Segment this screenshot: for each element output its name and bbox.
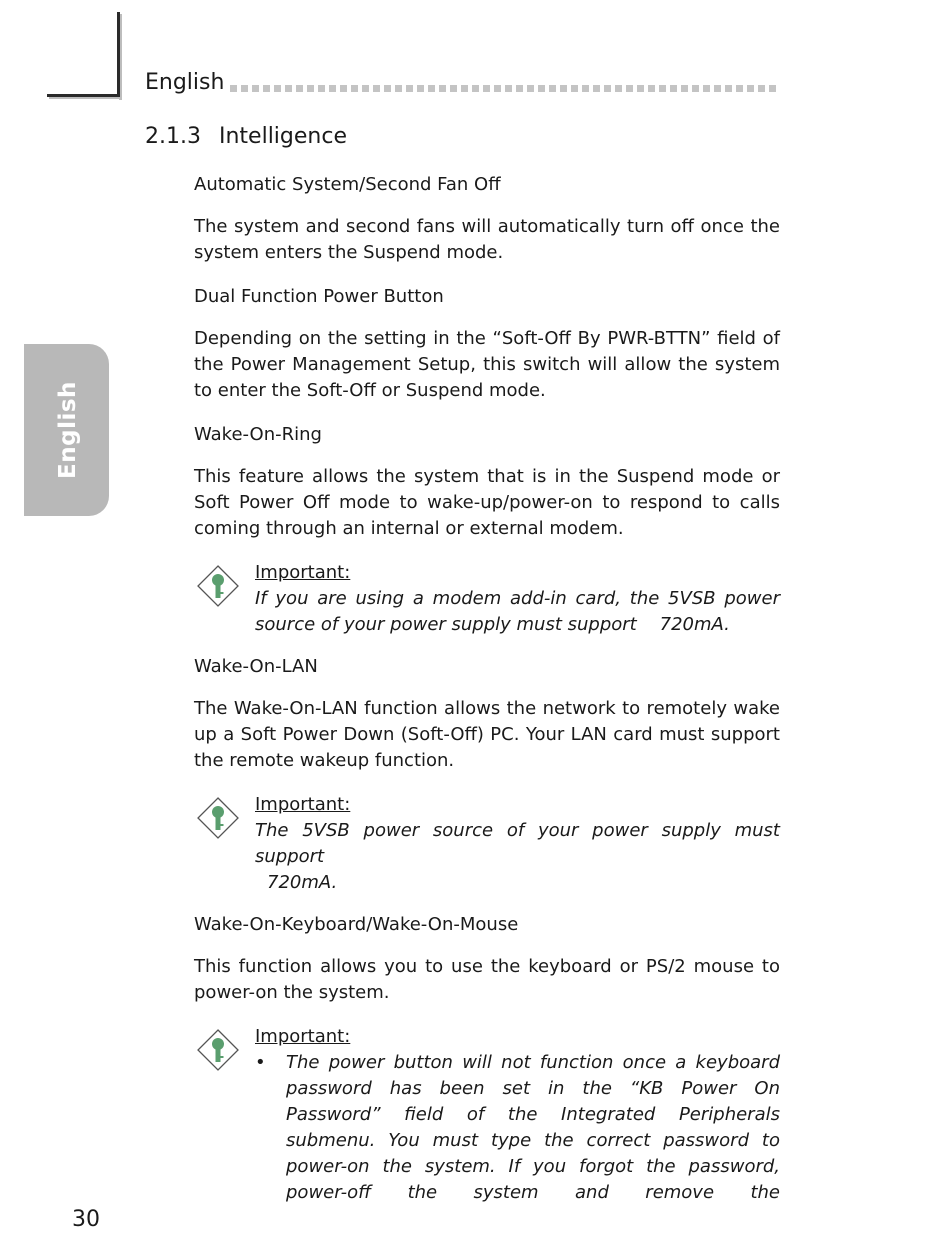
subsection-body: Depending on the setting in the “Soft-Off By PWR-BTTN” field of the Power Management Setup, this switch will allow the system to enter the Soft-Off or Suspend mode. — [194, 328, 780, 401]
key-warning-icon — [196, 564, 240, 608]
key-warning-icon — [196, 1028, 240, 1072]
section-number: 2.1.3 — [145, 124, 201, 149]
subsection-body: This function allows you to use the keyboard or PS/2 mouse to power-on the system. — [194, 956, 780, 1003]
important-note — [194, 560, 786, 638]
subsection-heading: Automatic System/Second Fan Off — [194, 174, 501, 195]
section-name: Intelligence — [218, 124, 347, 149]
page-number: 30 — [72, 1207, 100, 1232]
note-text-line: The 5VSB power source of your power supply must support — [255, 820, 780, 867]
note-bullet-text: The power button will not function once a keyboard password has been set in the “KB Power On Password” field of the Integrated Peripherals submenu. You must type the correct password to power-on the system. If you forgot the password, power-off the system and remove the — [286, 1052, 780, 1203]
note-bullet-item — [255, 1050, 780, 1206]
subsection-heading: Wake-On-LAN — [194, 656, 318, 677]
section-title — [145, 124, 347, 149]
side-language-tab — [24, 344, 109, 516]
important-note — [194, 1024, 780, 1206]
note-text: If you are using a modem add-in card, the 5VSB power source of your power supply must support 720mA. — [255, 588, 786, 635]
subsection-body: This feature allows the system that is in the Suspend mode or Soft Power Off mode to wake-up/power-on to respond to calls coming through an internal or external modem. — [194, 466, 780, 539]
header-dot-rule — [230, 85, 780, 92]
subsection-heading: Wake-On-Keyboard/Wake-On-Mouse — [194, 914, 519, 935]
subsection-heading: Dual Function Power Button — [194, 286, 444, 307]
note-label: Important: — [255, 562, 351, 583]
key-warning-icon — [196, 796, 240, 840]
side-tab-label: English — [55, 381, 81, 479]
important-note — [194, 792, 780, 896]
subsection-heading: Wake-On-Ring — [194, 424, 322, 445]
corner-mark-horizontal — [47, 94, 120, 97]
subsection-body: The system and second fans will automatically turn off once the system enters the Suspend mode. — [194, 216, 780, 263]
subsection-body: The Wake-On-LAN function allows the network to remotely wake up a Soft Power Down (Soft-Off) PC. Your LAN card must support the remote wakeup function. — [194, 698, 780, 771]
bullet-marker: • — [255, 1052, 266, 1073]
page-content — [194, 172, 786, 1222]
header-language: English — [145, 70, 225, 95]
note-label: Important: — [255, 794, 351, 815]
note-text-line: 720mA. — [267, 872, 338, 893]
corner-mark-vertical — [117, 12, 120, 98]
note-label: Important: — [255, 1026, 351, 1047]
